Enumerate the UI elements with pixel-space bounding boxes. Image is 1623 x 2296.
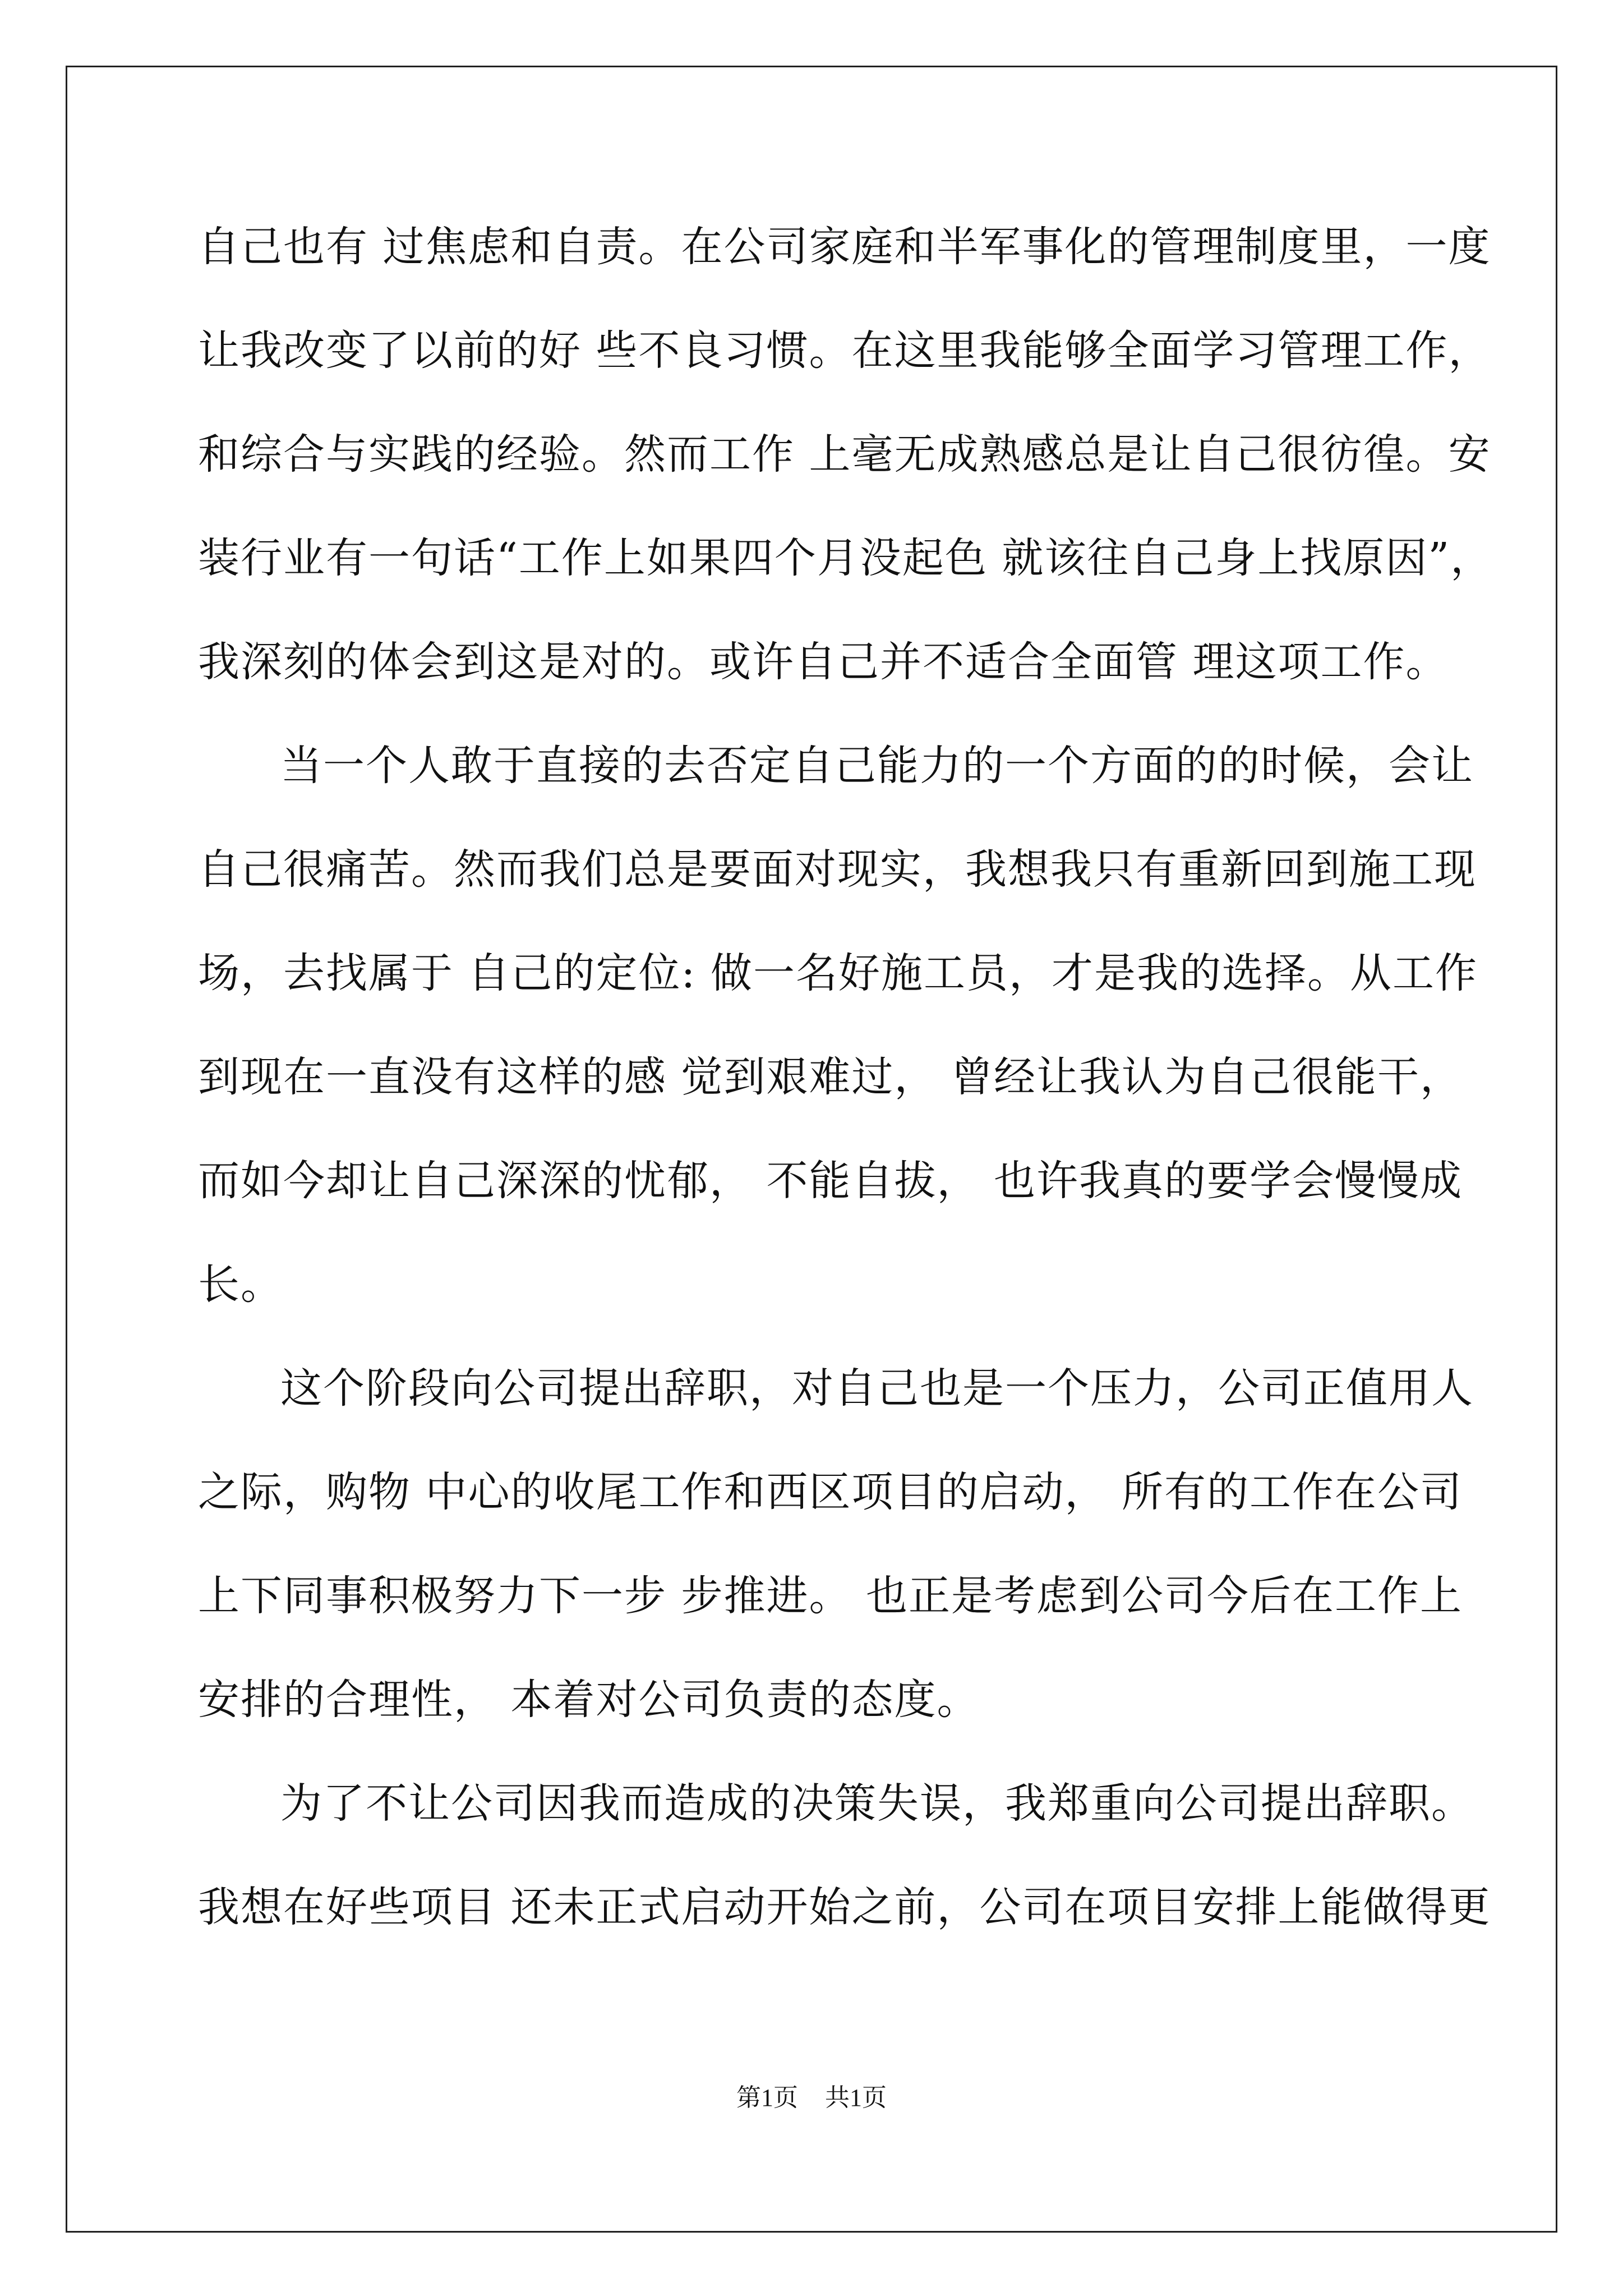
text-line: 到现在一直没有这样的感 觉到艰难过， 曾经让我认为自己很能干， (198, 1053, 1463, 1101)
text-line: 自己也有 过焦虑和自责。在公司家庭和半军事化的管理制度里，一度 (198, 223, 1491, 271)
text-line: 和综合与实践的经验。然而工作 上毫无成熟感总是让自己很彷徨。安 (198, 430, 1491, 478)
text-line: 上下同事积极努力下一步 步推进。 也正是考虑到公司今后在工作上 (198, 1572, 1463, 1620)
text-line: 长。 (198, 1260, 283, 1309)
page-footer (0, 2081, 1623, 2115)
text-line: 为了不让公司因我而造成的决策失误，我郑重向公司提出辞职。 (280, 1779, 1474, 1828)
page-number: 第1页 (736, 2084, 798, 2111)
text-line: 自己很痛苦。然而我们总是要面对现实，我想我只有重新回到施工现 (198, 845, 1477, 894)
text-line: 之际，购物 中心的收尾工作和西区项目的启动， 所有的工作在公司 (198, 1468, 1463, 1516)
text-line: 而如今却让自己深深的忧郁， 不能自拔， 也许我真的要学会慢慢成 (198, 1157, 1463, 1205)
text-line: 我想在好些项目 还未正式启动开始之前，公司在项目安排上能做得更 (198, 1883, 1491, 1931)
text-line: 当一个人敢于直接的去否定自己能力的一个方面的的时候，会让 (280, 742, 1474, 790)
text-line: 让我改变了以前的好 些不良习惯。在这里我能够全面学习管理工作， (198, 326, 1491, 375)
text-line: 安排的合理性， 本着对公司负责的态度。 (198, 1676, 980, 1724)
text-line: 场，去找属于 自己的定位: 做一名好施工员，才是我的选择。从工作 (198, 949, 1478, 997)
page-total: 共1页 (825, 2084, 887, 2111)
text-line: 我深刻的体会到这是对的。或许自己并不适合全面管 理这项工作。 (198, 638, 1449, 686)
text-line: 这个阶段向公司提出辞职，对自己也是一个压力，公司正值用人 (280, 1364, 1474, 1412)
text-line: 装行业有一句话“工作上如果四个月没起色 就该往自己身上找原因”， (198, 534, 1493, 582)
